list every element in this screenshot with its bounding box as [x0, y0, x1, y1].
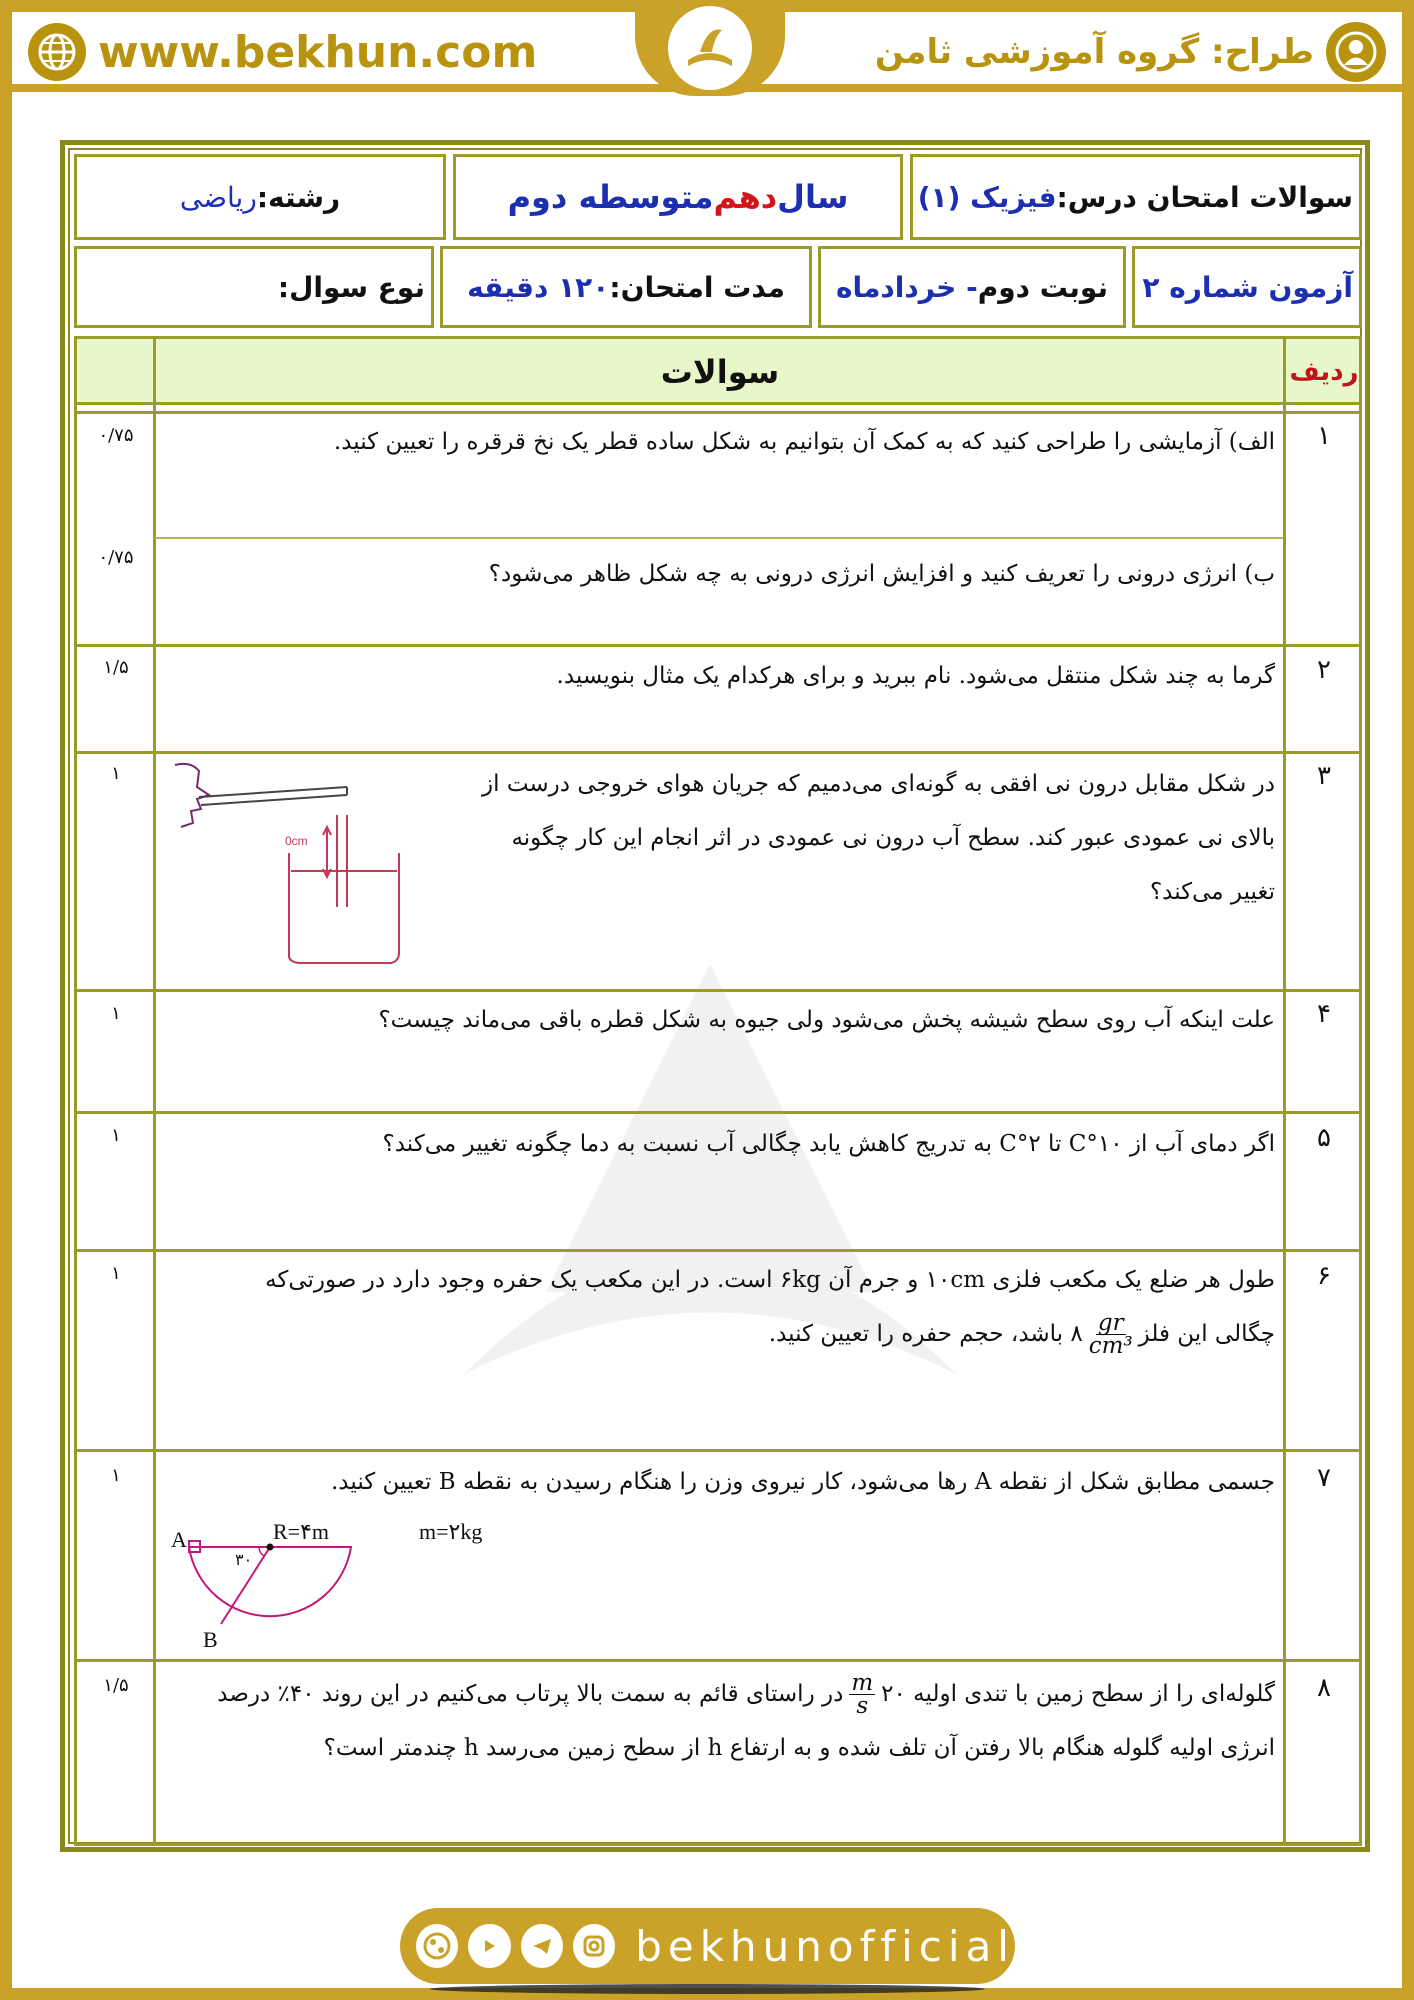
grade-highlight: دهم: [713, 178, 778, 216]
question-type-cell: [74, 246, 434, 328]
straw-experiment-figure: [161, 757, 421, 977]
question-text: الف) آزمایشی را طراحی کنید که به کمک آن بتوانیم به شکل ساده قطر یک نخ قرقره را تعیین کنید.: [333, 429, 1275, 455]
question-number: ۸: [1317, 1673, 1331, 1703]
exam-frame: [60, 140, 1370, 1852]
angle-label: ۳۰: [235, 1552, 253, 1569]
duration-label: مدت امتحان:: [609, 270, 785, 304]
question-score: ۱/۵: [103, 657, 129, 678]
globe-icon: [28, 23, 86, 81]
row-divider: [77, 1659, 1359, 1662]
duration-value: ۱۲۰ دقیقه: [467, 270, 610, 304]
semicircle-figure: [161, 1509, 581, 1649]
question-score: ۱: [111, 1465, 121, 1486]
question-number: ۵: [1317, 1123, 1331, 1153]
social-handle[interactable]: bekhunofficial: [635, 1921, 1015, 1971]
fraction-denominator: s: [856, 1692, 869, 1719]
question-number: ۴: [1317, 999, 1331, 1029]
question-score: ۰/۷۵: [98, 425, 134, 446]
test-number: آزمون شماره ۲: [1142, 270, 1353, 304]
row-divider: [77, 644, 1359, 647]
questions-column-header: سوالات: [660, 353, 780, 391]
telegram-icon[interactable]: [521, 1924, 563, 1968]
question-text-segment: چگالی این فلز: [1138, 1321, 1275, 1347]
speed-fraction: [849, 1669, 875, 1719]
designer-text: طراح: گروه آموزشی ثامن: [874, 32, 1314, 72]
duration-cell: [440, 246, 812, 328]
question-text-line-2: انرژی اولیه گلوله هنگام بالا رفتن آن تلف شده و به ارتفاع h از سطح زمین می‌رسد h چندمتر است؟: [323, 1735, 1275, 1761]
question-text-segment: گلوله‌ای را از سطح زمین با تندی اولیه ۲۰: [881, 1681, 1275, 1707]
density-fraction: [1088, 1309, 1133, 1359]
question-text: اگر دمای آب از ۱۰°C تا ۲°C به تدریج کاهش یابد چگالی آب نسبت به دما چگونه تغییر می‌کند؟: [382, 1131, 1275, 1157]
question-number: ۷: [1317, 1463, 1331, 1493]
book-logo-icon: [668, 6, 752, 90]
field-value: ریاضی: [179, 180, 257, 214]
brand-logo: [635, 0, 785, 96]
row-divider: [77, 751, 1359, 754]
field-label: رشته:: [256, 180, 341, 214]
question-number: ۲: [1317, 655, 1331, 685]
field-cell: [74, 154, 446, 240]
subrow-divider: [155, 537, 1283, 539]
website-link[interactable]: [28, 20, 537, 84]
row-divider: [77, 411, 1359, 414]
fraction-numerator: m: [851, 1669, 874, 1696]
question-text: [167, 1667, 1275, 1721]
row-divider: [77, 1111, 1359, 1114]
question-score: ۱: [111, 1003, 121, 1024]
question-score: ۰/۷۵: [98, 547, 134, 568]
test-number-cell: [1132, 246, 1362, 328]
question-text: علت اینکه آب روی سطح شیشه پخش می‌شود ولی جیوه به شکل قطره باقی می‌ماند چیست؟: [378, 1007, 1275, 1033]
row-divider: [77, 1449, 1359, 1452]
question-number: ۱: [1317, 421, 1331, 451]
question-score: ۱/۵: [103, 1675, 129, 1696]
session-month: - خردادماه: [836, 270, 978, 304]
grade-cell: [453, 154, 903, 240]
footer-shadow: [430, 1984, 985, 1994]
question-text: ب) انرژی درونی را تعریف کنید و افزایش انرژی درونی به چه شکل ظاهر می‌شود؟: [488, 561, 1275, 587]
row-column-divider: [1283, 339, 1286, 1843]
user-icon: [1326, 22, 1386, 82]
question-score: ۱: [111, 763, 121, 784]
question-text: گرما به چند شکل منتقل می‌شود. نام ببرید و برای هرکدام یک مثال بنویسید.: [556, 663, 1275, 689]
instagram-icon[interactable]: [573, 1924, 615, 1968]
point-a-label: A: [171, 1527, 187, 1552]
designer-credit: [875, 20, 1386, 84]
course-cell: [910, 154, 1362, 240]
row-column-header: ردیف: [1289, 357, 1359, 387]
youtube-icon[interactable]: [468, 1924, 510, 1968]
fraction-denominator: cm³: [1088, 1332, 1133, 1359]
question-score: ۱: [111, 1125, 121, 1146]
website-url[interactable]: www.bekhun.com: [98, 26, 538, 78]
session-label: نوبت دوم: [977, 270, 1108, 304]
row-divider: [77, 1249, 1359, 1252]
session-cell: [818, 246, 1126, 328]
question-text-segment: ۸ باشد، حجم حفره را تعیین کنید.: [768, 1321, 1083, 1347]
question-score: ۱: [111, 1263, 121, 1284]
mass-label: m=۲kg: [419, 1519, 483, 1544]
grade-part-1: سال: [777, 178, 849, 216]
grade-part-3: متوسطه دوم: [507, 178, 714, 216]
question-text-segment: در راستای قائم به سمت بالا پرتاب می‌کنیم در این روند ۴۰٪ درصد: [217, 1681, 844, 1707]
social-footer: [400, 1908, 1015, 1984]
course-label: سوالات امتحان درس:: [1056, 180, 1353, 214]
question-number: ۳: [1317, 761, 1331, 791]
question-text: جسمی مطابق شکل از نقطه A رها می‌شود، کار نیروی وزن را هنگام رسیدن به نقطه B تعیین کنید.: [331, 1469, 1275, 1495]
question-type-label: نوع سوال:: [277, 270, 425, 304]
course-value: فیزیک (۱): [917, 180, 1057, 214]
questions-table: [74, 336, 1362, 1846]
question-number: ۶: [1317, 1261, 1331, 1291]
fraction-numerator: gr: [1097, 1309, 1124, 1336]
point-b-label: B: [203, 1627, 218, 1649]
radius-label: R=۴m: [273, 1519, 330, 1544]
question-text: طول هر ضلع یک مکعب فلزی ۱۰cm و جرم آن ۶kg است. در این مکعب یک حفره وجود دارد در صورتی‌که: [265, 1267, 1275, 1293]
height-label: 0cm: [285, 834, 308, 848]
question-text: در شکل مقابل درون نی افقی به گونه‌ای می‌دمیم که جریان هوای خروجی درست از بالای نی عمودی عبور کند. سطح آب درون نی عمودی در اثر انجام این کار چگونه تغییر می‌کند؟: [482, 771, 1275, 905]
row-divider: [77, 989, 1359, 992]
aparat-icon[interactable]: [416, 1924, 458, 1968]
question-text-line-2: [167, 1307, 1275, 1361]
